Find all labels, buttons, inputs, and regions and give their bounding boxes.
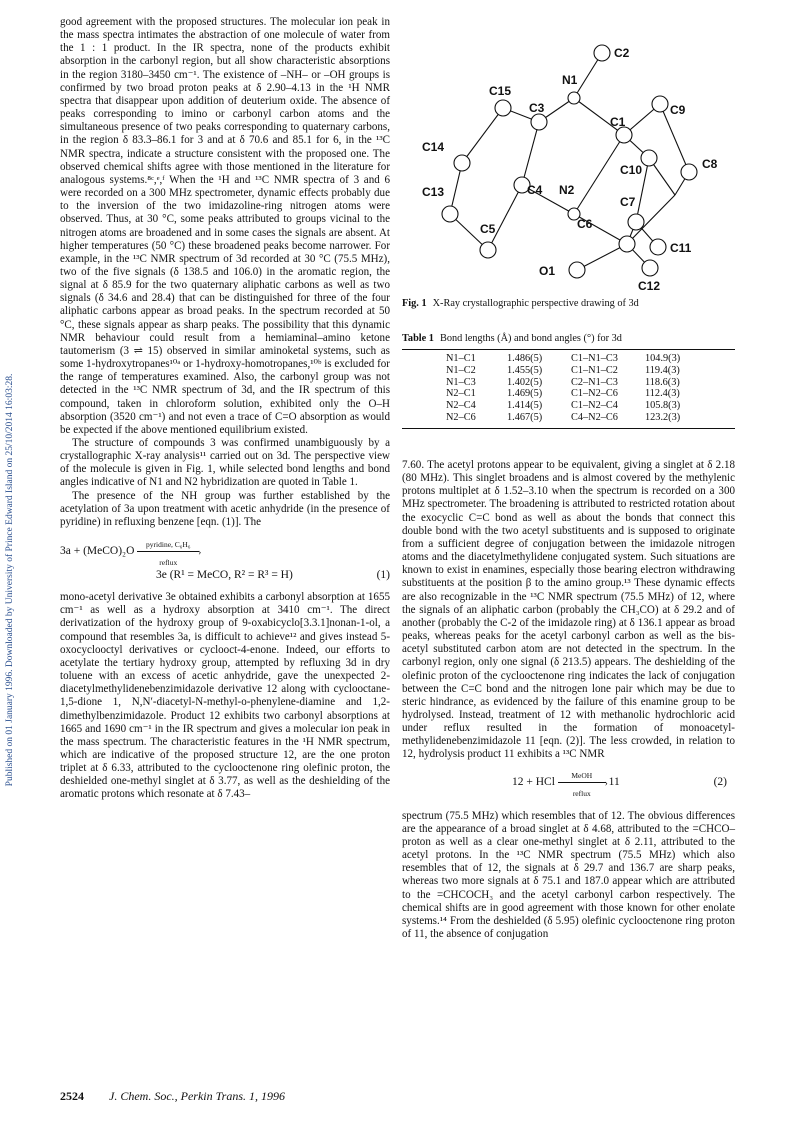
equation-lhs: 12 + HCl bbox=[512, 775, 555, 788]
paragraph: mono-acetyl derivative 3e obtained exhibits a carbonyl absorption at 1655 cm⁻¹ as well as a hydroxy absorption at 3410 cm⁻¹. The direct derivatization of the hydroxy group of 9-oxabicyclo[3.3.1]nonan-1-ol, a compound that resembles 3a, is difficult to achieve¹² and gives instead 5-oxocyclooctyl derivatives or cyclooct-4-enone. Indeed, our efforts to acetylate the tertiary hydroxy group, attempted by refluxing 3d in dry toluene with an excess of acetic anhydride, gave the unexpected 2-diacetylmethylidenebenzimidazole derivative 12 along with cyclooctane-1,5-dione 1, N,N′-diacetyl-N-methyl-o-phenylene-diamine and 1,2-dimethylbenzimidazole. Product 12 exhibits two carbonyl absorptions at 1665 and 1690 cm⁻¹ in the IR spectrum and gives a molecular ion peak in the mass spectrum. The characteristic features in the ¹H NMR spectrum, which are indicative of the proposed structure 12, are the one proton triplet at δ 6.33, attributed to the cyclooctenone ring olefinic proton, the deshielded one-methyl singlet at δ 3.77, as well as the deshielding of the aromatic protons which resonate at δ 7.43– bbox=[60, 591, 390, 801]
page-number: 2524 bbox=[60, 1089, 84, 1103]
table-cell: C1–N1–C2 bbox=[571, 364, 618, 376]
table-cell: N1–C1 bbox=[446, 353, 476, 364]
condition-below: reflux bbox=[572, 788, 591, 798]
paragraph: spectrum (75.5 MHz) which resembles that of 12. The obvious differences are the appearance of a broad singlet at δ 4.68, attributed to the =CHCO–proton as well as a clear one-methyl singlet at δ 2.11, attributed to the acetyl protons. In the ¹³C NMR spectrum (75.5 MHz) which also resembles that of 12, the signals at δ 29.7 and 136.7 are sharp peaks, whereas two more signals at δ 75.1 and 187.0 appear which are attributed to the =CHCOCH₃ and the acetyl carbonyl carbon respectively. The chemical shifts are in good agreement with those known for other enolate systems.¹⁴ From the deshielded (δ 5.95) olefinic cyclooctenone ring proton of 11, the absence of conjugation bbox=[402, 809, 735, 940]
paragraph: 7.60. The acetyl protons appear to be equivalent, giving a singlet at δ 2.18 (80 MHz). This singlet broadens and is almost covered by the methylenic protons multiplet at δ 1.52–3.10 when the spectrum is recorded on a 300 MHz spectrometer. The broadening is attributed to restricted rotation about the exocyclic C=C bond as well as about the bonds that connect this double bond with the two acetyl substituents and is supposed to originate from a sufficient degree of conjugation between the imidazole nitrogen atoms and the diacetylmethylidene conjugated system. Such situations are known to exist in enamines, especially those bearing electron withdrawing substituents at the position β to the amino group.¹³ These dynamic effects are also recognizable in the ¹³C NMR spectrum (75.5 MHz) of 12, where the signals of an aliphatic carbon (probably the CH₃CO) at δ 29.2 and of another (probably the C-2 of the imidazole ring) at δ 136.1 appear as broad peaks, whereas peaks for the acetyl carbonyl carbon as well as the bis-acetyl substituted carbon atom are not detected in the spectrum. In the carbonyl region, only one signal (δ 213.5) appears. The deshielding of the olefinic proton of the cyclooctenone ring indicates the lack of conjugation between the C=C bond and the nitrogen lone pair which may be due to steric hindrance, as evidenced by the failure of this enamine group to be hydrolysed. Instead, treatment of 12 with methanolic hydrochloric acid under reflux resulted in the formation of monoacetyl-methylidenebenzimidazole 11 [eqn. (2)]. The less crowded, in relation to 12, hydrolysis product 11 exhibits a ¹³C NMR bbox=[402, 459, 735, 761]
paragraph: The structure of compounds 3 was confirmed unambiguously by a crystallographic X-ray analysis¹¹ carried out on 3d. The perspective view of the molecule is given in Fig. 1, while selected bond lengths and bond angles indicative of N1 and N2 hybridization are quoted in Table 1. bbox=[60, 437, 390, 489]
download-note: Published on 01 January 1996. Downloaded by University of Prince Edward Island on 25/10/2014 16:03:28. bbox=[5, 373, 15, 787]
table-title: Bond lengths (Å) and bond angles (°) for 3d bbox=[439, 333, 622, 344]
atom-label: C13 bbox=[422, 185, 445, 199]
table-cell: C4–N2–C6 bbox=[571, 411, 618, 423]
atom-label: C11 bbox=[670, 241, 692, 255]
table-row bbox=[446, 388, 711, 400]
table-cell: N1–C2 bbox=[446, 364, 476, 376]
left-column bbox=[60, 16, 390, 802]
atom-label: C7 bbox=[620, 195, 636, 209]
equation-2 bbox=[402, 766, 735, 800]
table-cell: 1.467(5) bbox=[507, 411, 543, 423]
table-cell: N2–C4 bbox=[446, 400, 476, 412]
figure-caption bbox=[402, 298, 735, 309]
table-row bbox=[446, 353, 711, 365]
atom-label: C10 bbox=[620, 163, 643, 177]
table-cell: 1.469(5) bbox=[507, 388, 543, 400]
atom-label: C12 bbox=[638, 279, 661, 293]
table-caption bbox=[402, 333, 735, 344]
arrow-head-icon: › bbox=[198, 547, 202, 558]
atom-label: C15 bbox=[489, 84, 512, 98]
table-row bbox=[446, 365, 711, 377]
atom-label: C1 bbox=[610, 115, 626, 129]
table-cell: N2–C6 bbox=[446, 411, 476, 423]
figure-1-drawing bbox=[402, 40, 735, 300]
table-cell: 123.2(3) bbox=[645, 411, 681, 423]
equation-product: 3e (R¹ = MeCO, R² = R³ = H) bbox=[156, 569, 293, 582]
right-column bbox=[402, 459, 735, 941]
table-cell: 1.414(5) bbox=[507, 400, 543, 412]
journal-citation: J. Chem. Soc., Perkin Trans. 1, 1996 bbox=[109, 1089, 285, 1103]
reaction-arrow bbox=[558, 770, 608, 798]
reaction-arrow bbox=[137, 540, 202, 568]
table-cell: 105.8(3) bbox=[645, 400, 681, 412]
table-row bbox=[446, 400, 711, 412]
atom-label: N2 bbox=[559, 183, 575, 197]
table-cell: 104.9(3) bbox=[645, 353, 681, 364]
table-cell: 1.486(5) bbox=[507, 353, 543, 364]
equation-product: 11 bbox=[608, 775, 620, 788]
table-cell: C1–N2–C6 bbox=[571, 388, 618, 400]
table-cell: N2–C1 bbox=[446, 388, 476, 400]
table-cell: 112.4(3) bbox=[645, 388, 680, 400]
download-watermark bbox=[2, 210, 18, 950]
table-cell: 119.4(3) bbox=[645, 364, 680, 376]
table-row bbox=[446, 377, 711, 389]
table-label: Table 1 bbox=[402, 333, 434, 344]
arrow-head-icon: › bbox=[604, 777, 608, 788]
atom-label: C4 bbox=[527, 183, 543, 197]
table-1 bbox=[402, 349, 735, 429]
page-footer bbox=[60, 1089, 285, 1104]
condition-below: reflux bbox=[159, 558, 178, 568]
atom-label: C8 bbox=[702, 157, 718, 171]
equation-number: (1) bbox=[376, 569, 390, 582]
atom-label: C14 bbox=[422, 140, 445, 154]
atom-label: C3 bbox=[529, 101, 545, 115]
figure-label: Fig. 1 bbox=[402, 298, 427, 309]
paragraph: good agreement with the proposed structures. The molecular ion peak in the mass spectra intimates the abstraction of one molecule of water from the 1 : 1 product. In the IR spectra, none of the products exhibit absorption in the carbonyl region, but all show characteristic absorptions in the region 3180–3450 cm⁻¹. The existence of –NH– or –OH groups is confirmed by two broad proton peaks at δ 2.90–4.13 in the ¹H NMR spectra that disappear upon addition of deuterium oxide. The absence of peaks corresponding to imino or carbonyl carbon atoms and the simultaneous presence of two peaks corresponding to quaternary carbons, in the region δ 83.3–86.1 for 3 and at δ 70.6 and 85.1 for 6, in the ¹³C NMR spectra, indicate a structure consistent with the proposed one. The observed chemical shifts agree with those mentioned in the literature for analogous systems.⁸ᶜ,ᵉ,ᶠ When the ¹H and ¹³C NMR spectra of 3 and 6 were recorded on a 300 MHz spectrometer, dynamic effects probably due to the inversion of the two imidazoline-ring nitrogen atoms were observed. Thus, at 30 °C, some peaks attributed to groups vicinal to the nitrogen atoms are broadened and in some cases the signals are absent. At higher temperatures (50 °C) these broadened peaks become narrower. For example, in the ¹³C NMR spectrum of 3d recorded at 30 °C (75.5 MHz), two of the five signals (δ 138.5 and 106.0) in the aromatic region, the signal at δ 85.9 for the two quaternary aliphatic carbons as well as two signals (δ 34.6 and 28.4) that can be distinguished for three of the four aliphatic carbons appear as broad peaks. In the spectrum recorded at 50 °C, these signals appear as sharp peaks. The possibility that this dynamic NMR behaviour could result from a hemiaminal–amino ketone tautomerism (3 ⇌ 15) observed in similar aminoketal systems, such as some 1-hydroxytropanes¹⁰ᵃ or 1-hydroxy-homotropanes,¹⁰ᵇ is excluded for the range of temperatures examined. Also, the carbonyl group was not detected in the ¹³C NMR spectrum of 3d, and the IR spectrum of this compound, taken in chloroform solution, exhibited only the O–H absorption (3520 cm⁻¹) and not even a trace of C=O absorption as would be expected if the above mentioned equilibrium existed. bbox=[60, 16, 390, 436]
table-cell: C1–N1–C3 bbox=[571, 353, 618, 364]
equation-lhs: 3a + (MeCO)₂O bbox=[60, 545, 135, 558]
atom-label: C2 bbox=[614, 46, 630, 60]
reagent-above: MeOH bbox=[571, 770, 593, 780]
table-cell: 118.6(3) bbox=[645, 376, 680, 388]
equation-number: (2) bbox=[713, 775, 727, 788]
table-row bbox=[446, 412, 711, 424]
figure-caption-text: X-Ray crystallographic perspective drawing of 3d bbox=[432, 298, 639, 309]
table-cell: 1.402(5) bbox=[507, 376, 543, 388]
atom-label: C9 bbox=[670, 103, 686, 117]
atom-label: C5 bbox=[480, 222, 496, 236]
reagent-above: pyridine, C₆H₆ bbox=[146, 540, 191, 550]
atom-label: O1 bbox=[539, 264, 556, 278]
table-cell: C1–N2–C4 bbox=[571, 400, 618, 412]
table-cell: C2–N1–C3 bbox=[571, 376, 618, 388]
atom-label: C6 bbox=[577, 217, 593, 231]
table-cell: 1.455(5) bbox=[507, 364, 543, 376]
paragraph: The presence of the NH group was further established by the acetylation of 3a upon treatment with acetic anhydride (in the presence of pyridine) in refluxing benzene [eqn. (1)]. The bbox=[60, 489, 390, 528]
table-cell: N1–C3 bbox=[446, 376, 476, 388]
atom-label: N1 bbox=[562, 73, 578, 87]
equation-1 bbox=[60, 537, 390, 585]
